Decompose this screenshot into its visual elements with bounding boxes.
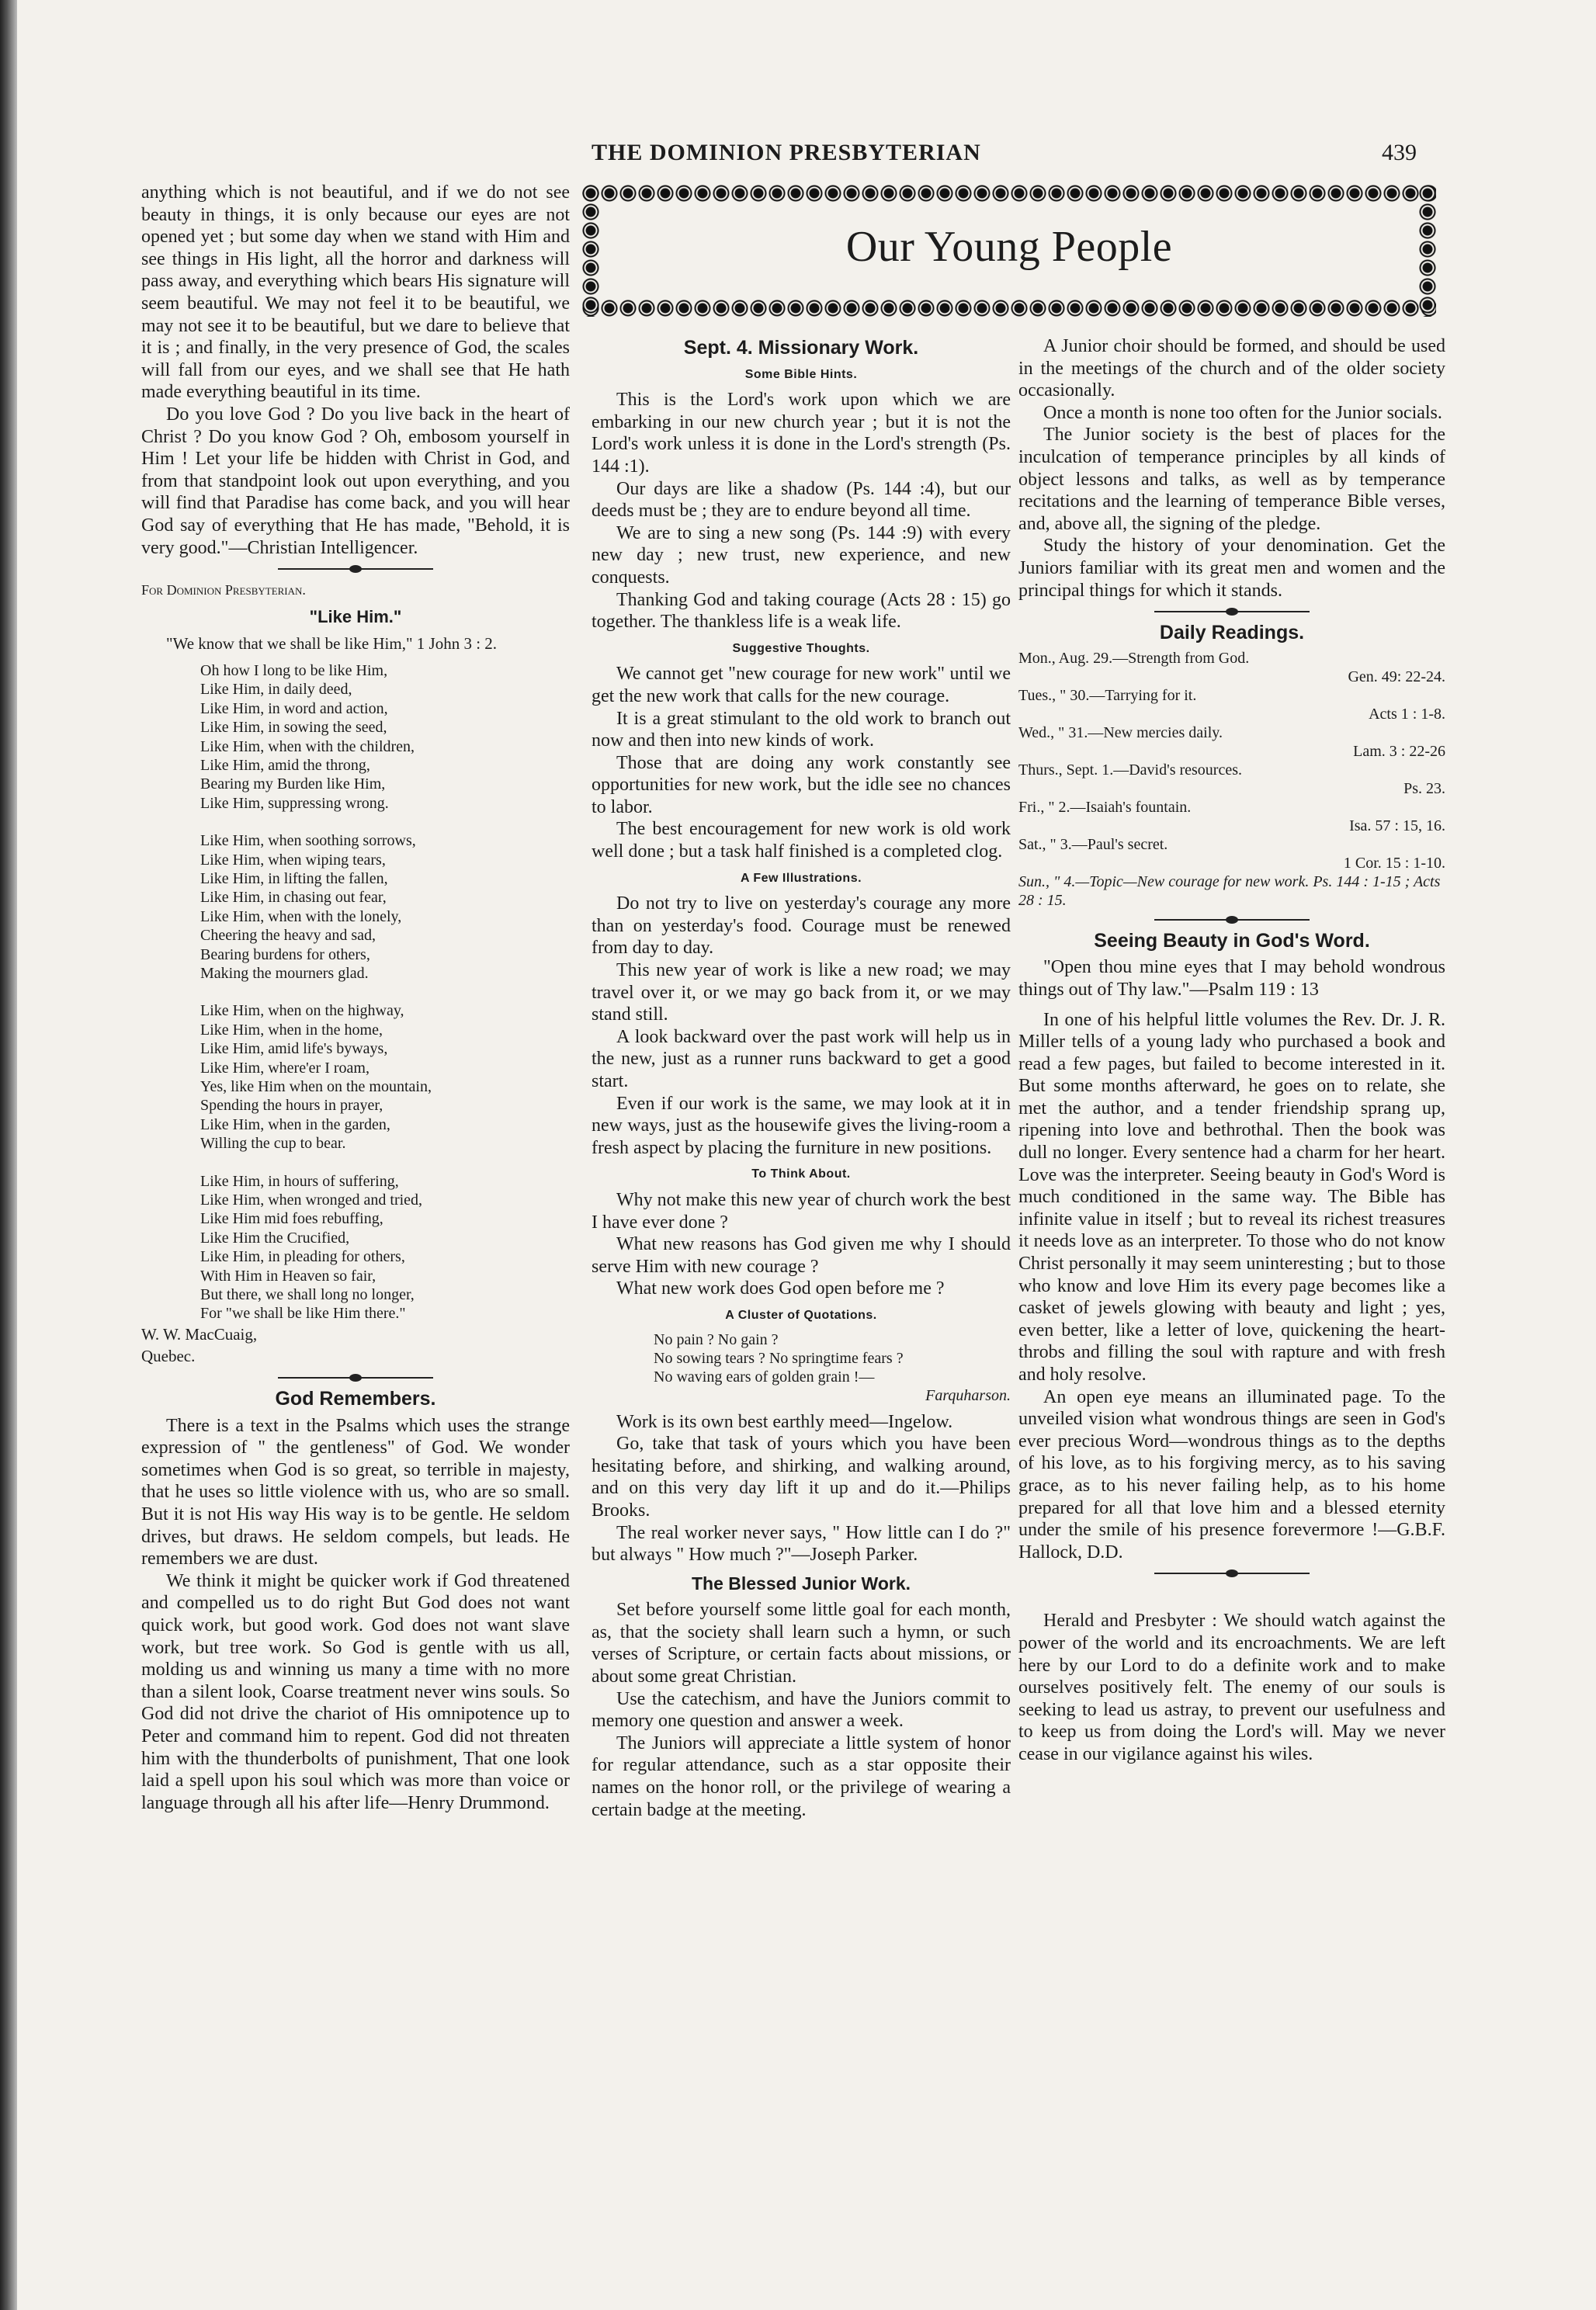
subhead-bible-hints: Some Bible Hints. — [744, 367, 858, 381]
verse-line: No waving ears of golden grain !— — [654, 1368, 875, 1386]
poem-line: Like Him the Crucified, — [200, 1229, 350, 1247]
reading-entry — [1018, 761, 1445, 798]
contributor-line: For Dominion Presbyterian. — [141, 582, 306, 598]
poem-author: W. W. MacCuaig, — [141, 1324, 258, 1344]
question-paragraph: Why not make this new year of church work the best I have ever done ? — [592, 1189, 1011, 1233]
lesson-title: Sept. 4. Missionary Work. — [683, 337, 919, 359]
reading-entry — [1018, 649, 1445, 686]
stanza-gap — [200, 983, 570, 1001]
poem-line: Spending the hours in prayer, — [200, 1097, 383, 1115]
question-paragraph: What new reasons has God given me why I should serve Him with new courage ? — [592, 1234, 1011, 1277]
illustration-paragraph: This new year of work is like a new road; we may travel over it, or we may go back from it, or we may stand still. — [592, 960, 1011, 1025]
section-divider — [278, 568, 433, 570]
reading-day: Wed., " 31.—New mercies daily. — [1018, 723, 1223, 741]
reading-entry — [1018, 798, 1445, 835]
section-divider — [1154, 919, 1310, 921]
junior-paragraph: Once a month is none too often for the Junior socials. — [1043, 402, 1442, 423]
poem-line: Like Him, when soothing sorrows, — [200, 832, 416, 850]
article-paragraph: We think it might be quicker work if God threatened and compelled us to do right But God does not want quick work, but good work. God does not want slave work, but tree work. So God is gentle with us all, molding us and winning us many a time with no more than a silent look, Coarse treatment never wins souls. So God did not drive the chariot of His omnipotence up to Peter and command him to repent. God did not threaten him with the thunderbolts of punishment, That one look laid a spell upon his soul which was more than voice or language through all his after life—Henry Drummond. — [141, 1570, 570, 1813]
quotation-paragraph: The real worker never says, " How little can I do ?" but always " How much ?"—Joseph Parker. — [592, 1522, 1011, 1566]
poem-line: Like Him, in pleading for others, — [200, 1248, 405, 1266]
herald-paragraph: Herald and Presbyter : We should watch against the power of the world and its encroachments. We are left here by our Lord to do a definite work and to make ourselves positively felt. The enemy of our souls is seeking to lead us astray, to prevent our usefulness and to keep us from doing the Lord's will. May we never cease in our vigilance against his wiles. — [1018, 1611, 1445, 1764]
poem-line: Like Him, in hours of suffering, — [200, 1172, 399, 1190]
running-header — [17, 140, 1596, 171]
hint-paragraph: Thanking God and taking courage (Acts 28 : 15) go together. The thankless life is a weak life. — [592, 589, 1011, 633]
junior-paragraph: The Juniors will appreciate a little system of honor for regular attendance, such as a star opposite their names on the honor roll, or the privilege of wearing a certain badge at the meeting. — [592, 1732, 1011, 1820]
article-title-god-remembers: God Remembers. — [275, 1388, 436, 1410]
question-paragraph: What new work does God open before me ? — [616, 1278, 945, 1299]
poem-line: Like Him, in sowing the seed, — [200, 719, 387, 737]
junior-paragraph: Set before yourself some little goal for each month, as, that the society shall learn such a hymn, or such verses of Scripture, or certain facts about missions, or about some great Christian. — [592, 1600, 1011, 1687]
spacer — [1018, 1583, 1445, 1610]
verse-line: No sowing tears ? No springtime fears ? — [654, 1349, 904, 1367]
poem-line: Like Him, when wronged and tried, — [200, 1191, 423, 1209]
poem-line: Bearing my Burden like Him, — [200, 775, 386, 793]
banner-border-top — [582, 185, 1436, 202]
publication-title: THE DOMINION PRESBYTERIAN — [592, 140, 981, 165]
stanza-gap — [200, 813, 570, 831]
reading-entry — [1018, 686, 1445, 723]
reading-reference: Ps. 23. — [1403, 779, 1445, 797]
poem-place: Quebec. — [141, 1347, 196, 1366]
hint-paragraph: Our days are like a shadow (Ps. 144 :4), but our deeds must be ; they are to endure beyond all time. — [592, 478, 1011, 522]
poem-line: Like Him, when with the children, — [200, 737, 415, 755]
verse-source: Farquharson. — [925, 1386, 1011, 1404]
article-paragraph: In one of his helpful little volumes the Rev. Dr. J. R. Miller tells of a young lady who purchased a book and read a few pages, but failed to become interested in it. But some months afterward, he goes on to relate, she met the author, and a tender friendship sprang up, ripening into love and bethrothal. Then the book was dull no longer. Every sentence had a charm for her heart. Love was the interpreter. Seeing beauty in God's Word is much conditioned in the same way. The Bible has infinite value in itself ; but to reveal its richest treasures it needs love as an interpreter. To those who do not know Christ personally it may seem uninteresting ; but to those who know and love Him its every page becomes like a casket of jewels glowing with beauty and light ; yes, even better, like a letter of love, quickening the heart-throbs and filling the soul with rapture and with fresh and holy resolve. — [1018, 1009, 1445, 1385]
poem-line: Like Him, in lifting the fallen, — [200, 869, 388, 887]
junior-paragraph: A Junior choir should be formed, and should be used in the meetings of the church and of the older society occasionally. — [1018, 336, 1445, 401]
poem-line: Like Him, when in the garden, — [200, 1115, 390, 1133]
reading-reference: Acts 1 : 1-8. — [1369, 705, 1445, 723]
article-paragraph: An open eye means an illuminated page. To the unveiled vision what wondrous things are seen in God's ever precious Word—wondrous things as to the depths of his love, as to his forgiving mercy, as to his saving grace, as to his never failing help, as to his home prepared for all that love him and a blessed eternity under the smile of his presence forevermore !—G.B.F. Hallock, D.D. — [1018, 1386, 1445, 1563]
reading-entry — [1018, 723, 1445, 761]
poem-line: Like Him mid foes rebuffing, — [200, 1210, 383, 1228]
poem-line: Like Him, when with the lonely, — [200, 907, 402, 925]
poem-line: Like Him, in word and action, — [200, 699, 388, 717]
article-epigraph: "Open thou mine eyes that I may behold wondrous things out of Thy law."—Psalm 119 : 13 — [1018, 957, 1445, 1000]
poem-line: Willing the cup to bear. — [200, 1135, 346, 1153]
poem-epigraph: "We know that we shall be like Him," 1 John 3 : 2. — [166, 634, 498, 654]
daily-readings-list — [1018, 649, 1445, 910]
reading-reference: 1 Cor. 15 : 1-10. — [1343, 854, 1445, 872]
illustration-paragraph: A look backward over the past work will help us in the new, just as a runner runs backward to get a good start. — [592, 1026, 1011, 1091]
quotation-paragraph: Go, take that task of yours which you have been hesitating before, and shirking, and walking around, and on this very day lift it up and do it.—Philips Brooks. — [592, 1434, 1011, 1521]
hint-paragraph: This is the Lord's work upon which we are embarking in our new church year ; but it is not the Lord's work unless it is done in the Lord's strength (Ps. 144 :1). — [592, 390, 1011, 477]
article-paragraph: There is a text in the Psalms which uses the strange expression of " the gentleness" of God. We wonder sometimes when God is so great, so terrible in majesty, that he uses so little violence with us, who are so small. But it is not His way His way is to be gentle. He seldom drives, but draws. He seldom compels, but leads. He remembers we are dust. — [141, 1415, 570, 1569]
article-title-seeing-beauty: Seeing Beauty in God's Word. — [1094, 929, 1370, 952]
section-banner — [582, 185, 1436, 317]
subhead-quotations: A Cluster of Quotations. — [725, 1308, 877, 1322]
reading-day: Mon., Aug. 29.—Strength from God. — [1018, 649, 1250, 667]
thought-paragraph: The best encouragement for new work is old work well done ; but a task half finished is a completed clog. — [592, 819, 1011, 862]
subhead-think-about: To Think About. — [751, 1167, 851, 1181]
reading-day: Fri., " 2.—Isaiah's fountain. — [1018, 798, 1192, 816]
poem-line: Like Him, where'er I roam, — [200, 1059, 370, 1077]
poem-line: Like Him, when in the home, — [200, 1021, 383, 1039]
poem-line: Cheering the heavy and sad, — [200, 927, 376, 945]
illustration-paragraph: Even if our work is the same, we may look at it in new ways, just as the housewife gives the living-room a fresh aspect by placing the furniture in new positions. — [592, 1093, 1011, 1158]
thought-paragraph: Those that are doing any work constantly see opportunities for new work, but the idle see no chances to labor. — [592, 752, 1011, 817]
junior-paragraph: Study the history of your denomination. Get the Juniors familiar with its great men and women and the principal things for which it stands. — [1018, 536, 1445, 601]
reading-topic-sunday: Sun., " 4.—Topic—New courage for new work. Ps. 144 : 1-15 ; Acts 28 : 15. — [1018, 872, 1441, 909]
page-gutter-shadow — [0, 0, 17, 2310]
section-divider — [1154, 611, 1310, 612]
poem-line: Like Him, in daily deed, — [200, 681, 352, 699]
daily-readings-title: Daily Readings. — [1159, 622, 1305, 644]
poem-line: Like Him, amid life's byways, — [200, 1040, 388, 1058]
poem-line: Making the mourners glad. — [200, 964, 369, 982]
newspaper-page — [17, 0, 1596, 2310]
reading-day: Tues., " 30.—Tarrying for it. — [1018, 686, 1197, 704]
quotation-paragraph: Work is its own best earthly meed—Ingelow. — [616, 1411, 953, 1432]
banner-title: Our Young People — [845, 223, 1173, 271]
section-divider — [278, 1377, 433, 1379]
page-number: 439 — [1382, 140, 1417, 165]
poem-body — [200, 661, 570, 1323]
stanza-gap — [200, 1153, 570, 1172]
banner-border-bottom — [582, 300, 1436, 317]
thought-paragraph: We cannot get "new courage for new work" until we get the new work that calls for the new courage. — [592, 664, 1011, 706]
poem-line: For "we shall be like Him there." — [200, 1305, 406, 1323]
poem-line: Like Him, when on the highway, — [200, 1002, 404, 1020]
poem-line: Bearing burdens for others, — [200, 945, 370, 963]
article-paragraph: Do you love God ? Do you live back in the heart of Christ ? Do you know God ? Oh, embosom yourself in Him ! Let your life be hidden with Christ in God, and from that standpoint look out upon everything, and you will find that Paradise has come back, and you will hear God say of everything that He has made, "Behold, it is very good."—Christian Intelligencer. — [141, 404, 570, 558]
poem-title: "Like Him." — [309, 606, 402, 626]
hint-paragraph: We are to sing a new song (Ps. 144 :9) with every new day ; new trust, new experience, and new conquests. — [592, 522, 1011, 588]
poem-line: Like Him, suppressing wrong. — [200, 794, 389, 812]
article-continuation: anything which is not beautiful, and if we do not see beauty in things, it is only because our eyes are not opened yet ; but some day when we stand with Him and see things in His light, all the horror and darkness will pass away, and everything which bears His signature will seem beautiful. We may not feel it to be beautiful, we may not see it to be beautiful, but we dare to believe that it is ; and finally, in the very presence of God, the scales will fall from our eyes, and we shall see that He hath made everything beautiful in its time. — [141, 182, 570, 403]
poem-line: But there, we shall long no longer, — [200, 1286, 415, 1304]
subhead-illustrations: A Few Illustrations. — [740, 871, 862, 885]
verse-line: No pain ? No gain ? — [654, 1330, 779, 1348]
poem-line: Like Him, in chasing out fear, — [200, 889, 387, 907]
section-divider — [1154, 1573, 1310, 1574]
reading-day: Sat., " 3.—Paul's secret. — [1018, 835, 1168, 853]
reading-day: Thurs., Sept. 1.—David's resources. — [1018, 761, 1242, 779]
poem-line: Oh how I long to be like Him, — [200, 661, 388, 679]
junior-paragraph: Use the catechism, and have the Juniors commit to memory one question and answer a week. — [592, 1688, 1011, 1732]
junior-paragraph: The Junior society is the best of places for the inculcation of temperance principles by all kinds of object lessons and talks, as well as by temperance recitations and the learning of temperance Bible verses, and, above all, the signing of the pledge. — [1018, 425, 1445, 534]
verse-quotation — [654, 1330, 1011, 1405]
column-middle — [592, 331, 1011, 1821]
poem-line: Like Him, amid the throng, — [200, 756, 370, 774]
reading-reference: Isa. 57 : 15, 16. — [1349, 817, 1445, 834]
column-left — [141, 182, 570, 1814]
poem-line: Like Him, when wiping tears, — [200, 851, 386, 869]
reading-entry — [1018, 835, 1445, 872]
subhead-blessed-junior-work: The Blessed Junior Work. — [691, 1573, 911, 1594]
illustration-paragraph: Do not try to live on yesterday's courage any more than on yesterday's food. Courage must be renewed from day to day. — [592, 893, 1011, 959]
thought-paragraph: It is a great stimulant to the old work to branch out now and then into new kinds of work. — [592, 708, 1011, 751]
subhead-suggestive-thoughts: Suggestive Thoughts. — [732, 641, 870, 655]
poem-line: With Him in Heaven so fair, — [200, 1267, 376, 1285]
poem-line: Yes, like Him when on the mountain, — [200, 1078, 432, 1095]
reading-reference: Lam. 3 : 22-26 — [1353, 742, 1445, 760]
column-right — [1018, 335, 1445, 1766]
reading-reference: Gen. 49: 22-24. — [1348, 668, 1445, 685]
